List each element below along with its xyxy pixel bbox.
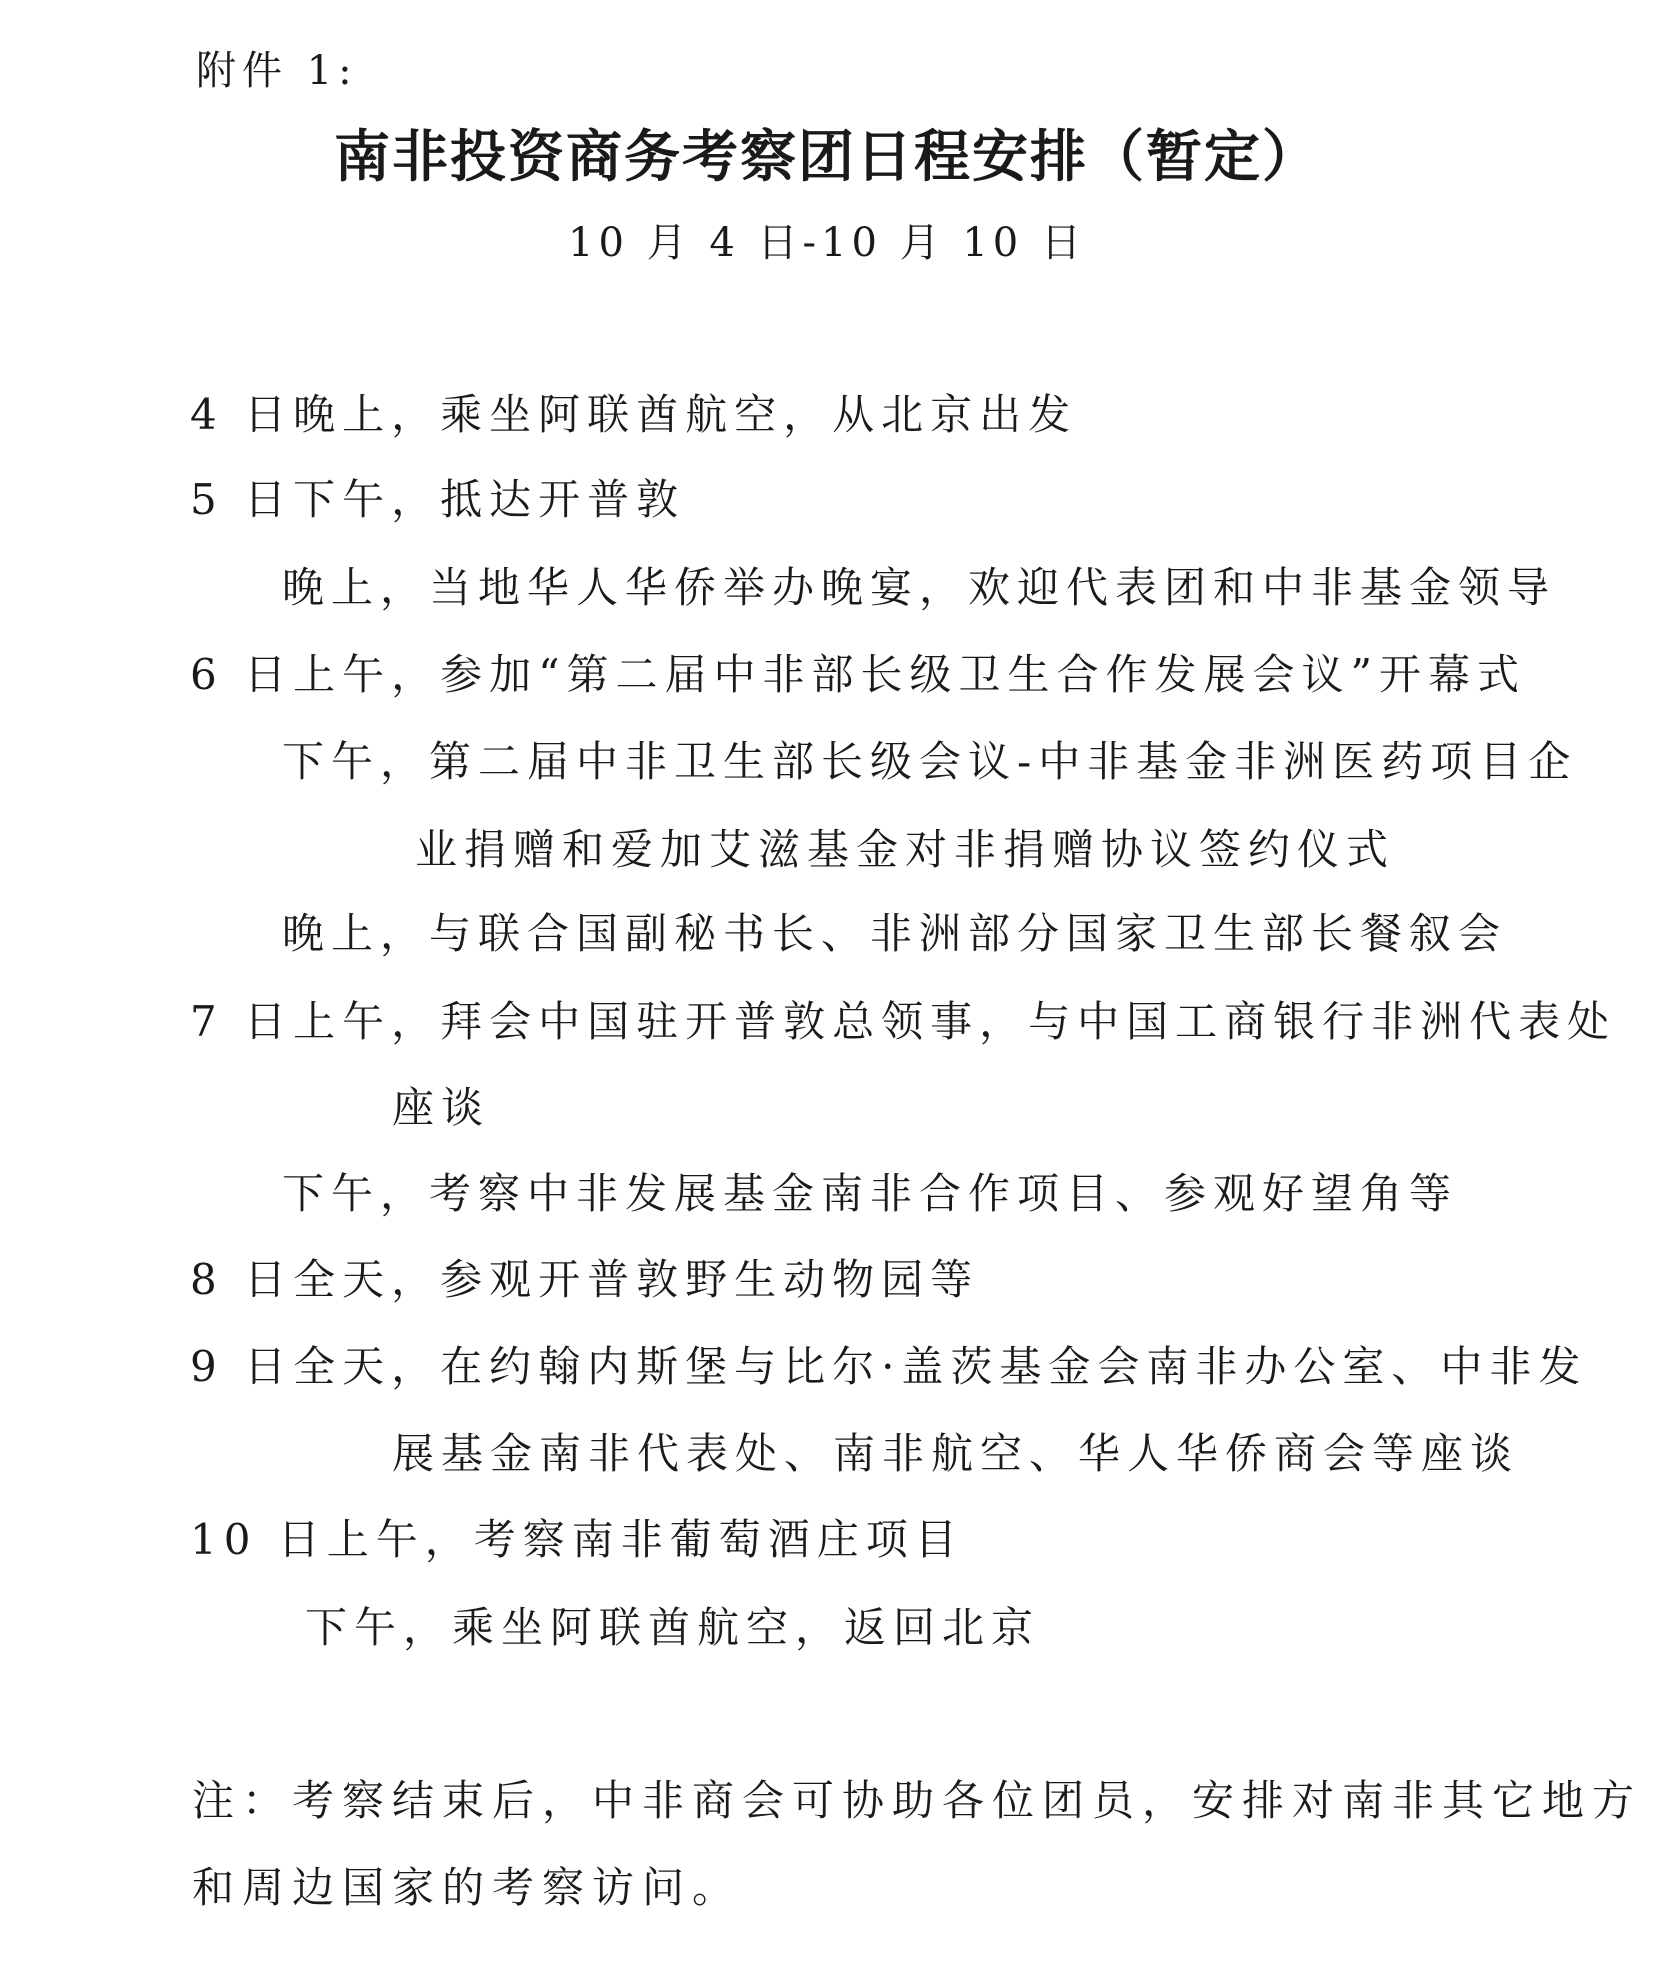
- schedule-line: 10 日上午，考察南非葡萄酒庄项目: [190, 1515, 964, 1564]
- schedule-line: 8 日全天，参观开普敦野生动物园等: [190, 1255, 980, 1304]
- attachment-label: 附件 1:: [196, 48, 358, 94]
- note-line: 和周边国家的考察访问。: [192, 1863, 743, 1912]
- schedule-line: 业捐赠和爱加艾滋基金对非捐赠协议签约仪式: [415, 825, 1396, 874]
- schedule-line: 7 日上午，拜会中国驻开普敦总领事，与中国工商银行非洲代表处: [190, 997, 1617, 1046]
- document-title: 南非投资商务考察团日程安排（暂定）: [334, 125, 1320, 190]
- schedule-line: 下午，乘坐阿联酋航空，返回北京: [305, 1603, 1041, 1652]
- schedule-line: 6 日上午，参加“第二届中非部长级卫生合作发展会议”开幕式: [190, 650, 1527, 699]
- schedule-line: 晚上，当地华人华侨举办晚宴，欢迎代表团和中非基金领导: [282, 563, 1557, 612]
- schedule-line: 座谈: [392, 1083, 491, 1132]
- schedule-line: 晚上，与联合国副秘书长、非洲部分国家卫生部长餐叙会: [282, 909, 1508, 958]
- schedule-line: 展基金南非代表处、南非航空、华人华侨商会等座谈: [392, 1429, 1520, 1478]
- schedule-line: 4 日晚上，乘坐阿联酋航空，从北京出发: [190, 390, 1078, 439]
- schedule-line: 下午，第二届中非卫生部长级会议-中非基金非洲医药项目企: [282, 737, 1578, 786]
- note-line: 注：考察结束后，中非商会可协助各位团员，安排对南非其它地方: [192, 1776, 1643, 1825]
- date-range: 10 月 4 日-10 月 10 日: [568, 220, 1086, 266]
- schedule-line: 9 日全天，在约翰内斯堡与比尔·盖茨基金会南非办公室、中非发: [190, 1342, 1588, 1391]
- schedule-line: 5 日下午，抵达开普敦: [190, 475, 686, 524]
- schedule-line: 下午，考察中非发展基金南非合作项目、参观好望角等: [282, 1169, 1459, 1218]
